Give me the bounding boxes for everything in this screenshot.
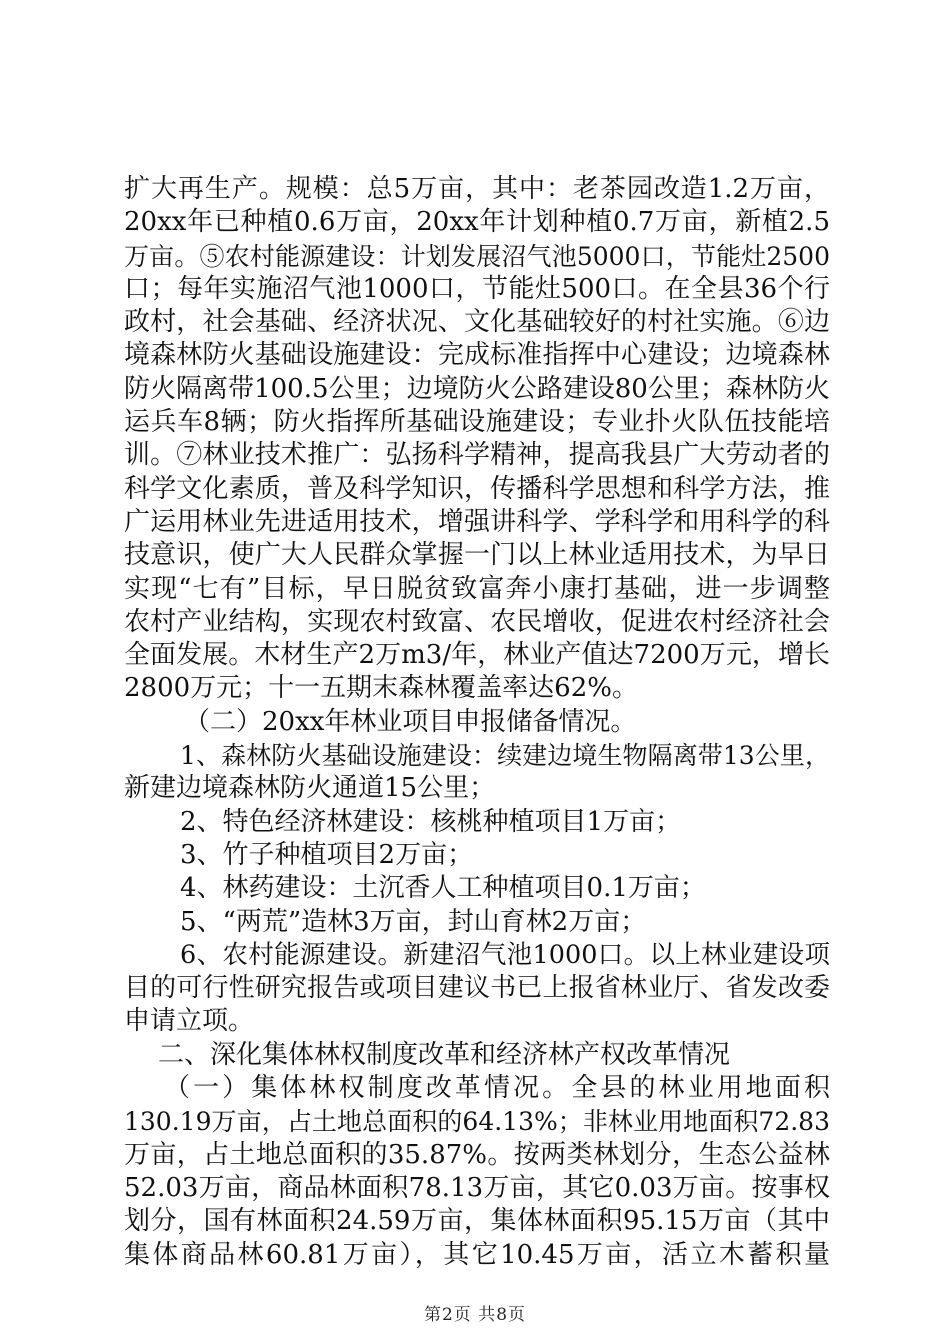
text-line: 4、林药建设：土沉香人工种植项目0.1万亩； bbox=[180, 873, 706, 904]
text-line: 申请立项。 bbox=[124, 1006, 255, 1037]
text-line: 口；每年实施沼气池1000口，节能灶500口。在全县36个行 bbox=[124, 273, 830, 304]
page-footer: 第2页 共8页 bbox=[423, 1305, 527, 1325]
text-line: 农村产业结构，实现农村致富、农民增收，促进农村经济社会 bbox=[124, 606, 830, 637]
text-line: 集体商品林60.81万亩），其它10.45万亩，活立木蓄积量 bbox=[124, 1239, 830, 1270]
text-line: 防火隔离带100.5公里；边境防火公路建设80公里；森林防火 bbox=[124, 373, 830, 404]
text-line: 划分，国有林面积24.59万亩，集体林面积95.15万亩（其中 bbox=[124, 1206, 830, 1237]
text-line: 万亩，占土地总面积的35.87%。按两类林划分，生态公益林 bbox=[124, 1139, 830, 1170]
text-line: （一）集体林权制度改革情况。全县的林业用地面积 bbox=[164, 1073, 830, 1104]
text-line: 3、竹子种植项目2万亩； bbox=[180, 839, 474, 870]
text-line: 5、“两荒”造林3万亩，封山育林2万亩； bbox=[180, 906, 647, 937]
text-line: 52.03万亩，商品林面积78.13万亩，其它0.03万亩。按事权 bbox=[124, 1172, 830, 1203]
text-line: 6、农村能源建设。新建沼气池1000口。以上林业建设项 bbox=[180, 939, 830, 970]
text-line: （二）20xx年林业项目申报储备情况。 bbox=[184, 706, 637, 737]
text-line: 训。⑦林业技术推广：弘扬科学精神，提高我县广大劳动者的 bbox=[124, 440, 830, 471]
text-line: 130.19万亩，占土地总面积的64.13%；非林业用地面积72.83 bbox=[124, 1107, 830, 1137]
text-line: 技意识，使广大人民群众掌握一门以上林业适用技术，为早日 bbox=[124, 540, 830, 571]
text-line: 政村，社会基础、经济状况、文化基础较好的村社实施。⑥边 bbox=[124, 307, 830, 338]
text-line: 扩大再生产。规模：总5万亩，其中：老茶园改造1.2万亩， bbox=[124, 174, 830, 204]
text-line: 实现“七有”目标，早日脱贫致富奔小康打基础，进一步调整 bbox=[124, 573, 830, 604]
text-line: 2800万元；十一五期末森林覆盖率达62%。 bbox=[124, 673, 638, 704]
text-line: 目的可行性研究报告或项目建议书已上报省林业厅、省发改委 bbox=[124, 973, 830, 1004]
text-line: 2、特色经济林建设：核桃种植项目1万亩； bbox=[180, 806, 682, 837]
text-line: 运兵车8辆；防火指挥所基础设施建设；专业扑火队伍技能培 bbox=[124, 407, 830, 438]
document-body bbox=[124, 173, 830, 1272]
text-line: 二、深化集体林权制度改革和经济林产权改革情况 bbox=[158, 1039, 731, 1070]
text-line: 新建边境森林防火通道15公里； bbox=[124, 773, 496, 804]
text-line: 1、森林防火基础设施建设：续建边境生物隔离带13公里， bbox=[180, 741, 830, 771]
text-line: 境森林防火基础设施建设：完成标准指挥中心建设；边境森林 bbox=[124, 340, 830, 371]
text-line: 20xx年已种植0.6万亩，20xx年计划种植0.7万亩，新植2.5 bbox=[124, 207, 830, 238]
text-line: 全面发展。木材生产2万m3/年，林业产值达7200万元，增长 bbox=[124, 640, 830, 671]
text-line: 万亩。⑤农村能源建设：计划发展沼气池5000口，节能灶2500 bbox=[124, 241, 830, 271]
text-line: 科学文化素质，普及科学知识，传播科学思想和科学方法，推 bbox=[124, 473, 830, 504]
text-line: 广运用林业先进适用技术，增强讲科学、学科学和用科学的科 bbox=[124, 506, 830, 537]
